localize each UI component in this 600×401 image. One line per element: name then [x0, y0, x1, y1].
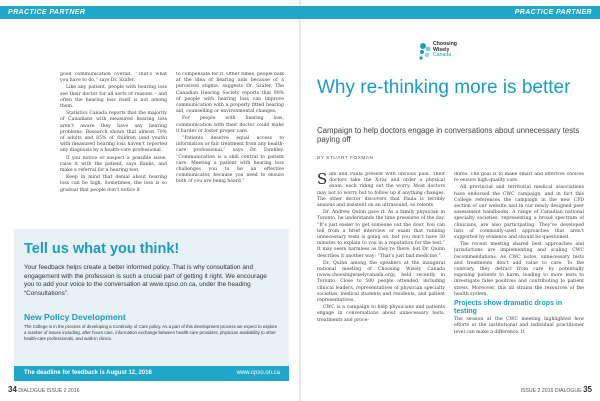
article-deck: Campaign to help doctors engage in conversations about unnecessary tests paying off — [317, 126, 580, 145]
paragraph: CWC is a campaign to help physicians and patients engage in conversations about unnecessary tests, treatments and proce- — [317, 305, 445, 323]
paragraph: If you notice or suspect a possible issue, raise it with the patient, says Banks, and make a referral for a hearing test. — [60, 155, 167, 174]
ad-subtitle: New Policy Development — [24, 312, 126, 322]
paragraph: good communication overall. “That’s what you have to do,” says Dr. Szafer. — [60, 72, 167, 84]
left-column-2 — [176, 72, 284, 222]
ad-url-link[interactable]: www.cpso.on.ca — [236, 370, 280, 376]
ad-deadline: The deadline for feedback is August 12, 2016 — [24, 370, 152, 376]
article-column-1 — [317, 172, 445, 382]
article-byline: BY STUART FOXMAN — [317, 156, 374, 161]
paragraph: to compensate for it. Other times, people balk at the idea of hearing aids because of a perceived stigma, suggests Dr. Szafer. The Canadian Hearing Society reports that 90% of people with hearing loss can improve communication with a properly fitted hearing aid, counselling or environmental changes. — [176, 72, 284, 115]
page-number-left: 34 — [8, 385, 17, 394]
paragraph: For people with hearing loss, communication with their doctor could make it harder or foster proper care. — [176, 116, 284, 134]
left-column-1 — [60, 72, 167, 222]
section-tab-right: PRACTICE PARTNER — [300, 6, 600, 19]
paragraph: dures. The goal is to make smart and effective choices to ensure high-quality care. — [454, 172, 584, 184]
paragraph: Keep in mind that denial about hearing loss can be high. Sometimes, the loss is so gradual that people don’t notice it — [60, 175, 167, 193]
paragraph: Like any patient, people with hearing loss see their doctor for all sorts of reasons – and often the hearing loss itself is not among them. — [60, 85, 167, 110]
article-headline: Why re-thinking more is better — [317, 77, 571, 98]
paragraph: Dr. Andrew Quinn gave it. As a family physician in Toronto, he understands the time pressures of the day. “It’s just easier to get someone out the door. You can tell from a brief interview or exam that running unnecessary tests is going on, but you don’t have 30 minutes to explain to you in a reputation for the test.” It may seem harmless as they’re there, but Dr. Quinn describes it another way: “That’s just bad medicine.” — [317, 210, 445, 259]
logo-wordmark — [433, 42, 457, 59]
folio-label-left: DIALOGUE ISSUE 2 2016 — [18, 388, 80, 394]
folio-right — [521, 385, 593, 396]
paragraph: Statistics Canada reports that the majority of Canadians with measured hearing loss aren’t aware they have any hearing problems. Research shows that almost 70% of adults and 85% of children (and youth) with measured hearing loss haven’t reported any diagnosis by a health-care professional. — [60, 111, 167, 154]
paragraph: The session at the CWC meeting highlighted how efforts at the institutional and individual practitioner level can make a difference. It — [454, 317, 584, 335]
ad-deadline-bar — [14, 366, 289, 381]
logo-line-2: Wisely — [433, 46, 450, 53]
logo-line-3: Canada — [433, 52, 452, 59]
feedback-ad — [14, 229, 289, 381]
drop-cap: S — [317, 172, 328, 188]
section-tab-left: PRACTICE PARTNER — [0, 6, 300, 19]
paragraph: The recent meeting shared best approaches and jurisdictions are implementing and scaling CWC recommendations. As CWC notes, unnecessary tests and treatments don’t add value to care. To the contrary, they detract from care by potentially exposing patients to harm, leading to more tests to investigate false positives and contributing to patient stress. Moreover, this all strains the resources of the health system. — [454, 242, 584, 297]
page-number-right: 35 — [583, 385, 592, 394]
paragraph-text: am and Paula present with obvious pain. Their doctors take the X-ray and order a physical exam, each riding out the worry. Most doctors may not to worry but to follow up if anything changes. The other doctor discovers that Paula is terribly anxious and insistent on an ultrasound, so relents. — [317, 172, 445, 209]
article-column-2 — [454, 172, 584, 382]
ad-small-print: The College is in the process of developing a Continuity of Care policy. As a part of this development process we expect to explore a number of issues including, after hours care, information exchange between health-care providers, physician availability to other health-care professionals, and walk-in clinics. — [24, 324, 278, 341]
folio-label-right: ISSUE 2 2016 DIALOGUE — [520, 388, 582, 394]
page-gutter — [299, 0, 301, 401]
paragraph: “Patients deserve equal access to information or fair treatment from any health-care professional,” says Dr. Dunkley. “Communication is a skill central to patient care. Meeting a patient with hearing loss challenges you to be an effective communicator, because you need to ensure both of you are being heard.” — [176, 136, 284, 185]
folio-left — [8, 385, 80, 396]
ad-body: Your feedback helps create a better informed policy. That is why consultation and engagement with the profession is such a crucial part of getting it right. We encourage you to add your voice to the conversation at www.cpso.on.ca, under the heading “Consultations”. — [24, 264, 267, 297]
article-subhead: Projects show dramatic drops in testing — [454, 300, 563, 315]
logo-line-1: Choosing — [433, 41, 457, 47]
ad-title: Tell us what you think! — [24, 241, 180, 257]
paragraph: Dr. Quinn among the speakers at the inaugural national meeting of Choosing Wisely Canada (www.choosingwiselycanada.org), held recently in Toronto. Close to 500 people attended, including clinical leaders, representatives of physician specialty societies, medical students and residents, and patient representatives. — [317, 260, 445, 304]
paragraph: All provincial and territorial medical associations have endorsed the CWC campaign, and in fact this College references the campaign in the new CPD section of our website and in our newly designed peer assessment handbooks. A range of Canadian national specialty societies, representing a broad spectrum of clinicians, are also participating. They’ve developed lists of commonly-used approaches that aren’t supported by evidence and should be questioned. — [454, 185, 584, 241]
paragraph — [317, 172, 445, 209]
